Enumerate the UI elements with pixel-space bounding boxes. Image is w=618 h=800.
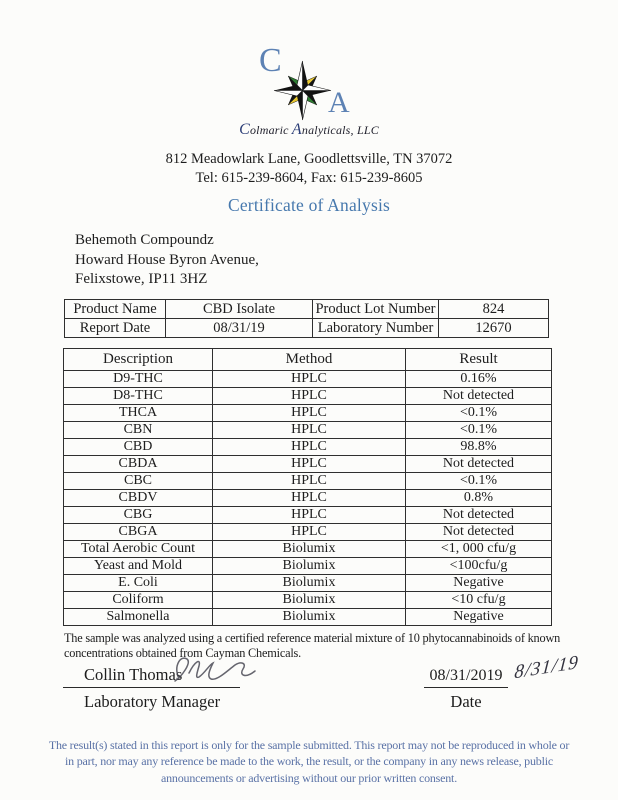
product-name-label: Product Name — [65, 300, 166, 319]
result: Not detected — [406, 524, 552, 541]
result: <0.1% — [406, 422, 552, 439]
lab-phone-fax: Tel: 615-239-8604, Fax: 615-239-8605 — [195, 169, 423, 186]
signature-scribble — [165, 653, 261, 689]
analyte: CBDV — [64, 490, 213, 507]
method: HPLC — [213, 473, 406, 490]
col-header-method: Method — [213, 349, 406, 371]
report-date-label: Report Date — [65, 319, 166, 338]
result: <1, 000 cfu/g — [406, 541, 552, 558]
table-row — [64, 439, 552, 456]
analyte: D8-THC — [64, 388, 213, 405]
logo-letter-c: C — [259, 42, 282, 79]
result: Not detected — [406, 388, 552, 405]
method: HPLC — [213, 456, 406, 473]
client-address-block — [75, 231, 259, 290]
date-handwritten: 8/31/19 — [513, 651, 580, 684]
result: Negative — [406, 609, 552, 626]
method: Biolumix — [213, 575, 406, 592]
analyte: Yeast and Mold — [64, 558, 213, 575]
analyte: CBN — [64, 422, 213, 439]
result: <100cfu/g — [406, 558, 552, 575]
company-name-part1: olmaric — [249, 123, 292, 137]
result: <10 cfu/g — [406, 592, 552, 609]
analyte: THCA — [64, 405, 213, 422]
client-name: Behemoth Compoundz — [75, 232, 214, 248]
disclaimer-text: The result(s) stated in this report is only for the sample submitted. This report may not be reproduced in whole or in part, nor may any reference be made to the work, the result, or the company in any news release, public announcements or advertising without our prior written consent. — [48, 738, 570, 785]
analyte: CBG — [64, 507, 213, 524]
lab-number-value: 12670 — [439, 319, 549, 338]
col-header-result: Result — [406, 349, 552, 371]
table-row — [64, 609, 552, 626]
result: 0.16% — [406, 371, 552, 388]
col-header-description: Description — [64, 349, 213, 371]
date-typed: 08/31/2019 — [429, 667, 503, 684]
method: HPLC — [213, 422, 406, 439]
signer-name: Collin Thomas — [84, 665, 183, 684]
signer-role: Laboratory Manager — [84, 692, 221, 711]
method: Biolumix — [213, 541, 406, 558]
company-name — [0, 121, 618, 139]
report-date-value: 08/31/19 — [166, 319, 313, 338]
table-row — [64, 558, 552, 575]
compass-star-icon — [273, 60, 332, 121]
table-row — [64, 524, 552, 541]
table-row — [64, 422, 552, 439]
table-row — [64, 592, 552, 609]
method: HPLC — [213, 388, 406, 405]
method: Biolumix — [213, 592, 406, 609]
analyte: Coliform — [64, 592, 213, 609]
table-row — [64, 473, 552, 490]
lab-address — [0, 150, 618, 187]
results-table — [63, 348, 552, 626]
product-lot-value: 824 — [439, 300, 549, 319]
analyte: CBC — [64, 473, 213, 490]
product-name-value: CBD Isolate — [166, 300, 313, 319]
client-address-line2: Felixstowe, IP11 3HZ — [75, 271, 208, 287]
table-row — [64, 490, 552, 507]
analyte: CBDA — [64, 456, 213, 473]
date-label: Date — [450, 692, 482, 711]
table-row — [64, 507, 552, 524]
lab-number-label: Laboratory Number — [313, 319, 439, 338]
analyte: D9-THC — [64, 371, 213, 388]
client-address-line1: Howard House Byron Avenue, — [75, 251, 259, 268]
product-info-row — [65, 300, 549, 319]
result: <0.1% — [406, 405, 552, 422]
results-header-row — [64, 349, 552, 371]
company-name-initial-a: A — [291, 121, 302, 138]
result: 98.8% — [406, 439, 552, 456]
lab-address-line1: 812 Meadowlark Lane, Goodlettsville, TN 37072 — [165, 151, 453, 167]
result: 0.8% — [406, 490, 552, 507]
method: HPLC — [213, 507, 406, 524]
company-name-initial-c: C — [239, 121, 250, 138]
method: HPLC — [213, 490, 406, 507]
method: HPLC — [213, 405, 406, 422]
result: <0.1% — [406, 473, 552, 490]
analyte: CBGA — [64, 524, 213, 541]
table-row — [64, 405, 552, 422]
analysis-footnote: The sample was analyzed using a certified reference material mixture of 10 phytocannabinoids of known concentrations obtained from Cayman Chemicals. — [64, 631, 561, 660]
analyte: Total Aerobic Count — [64, 541, 213, 558]
logo-letter-a: A — [328, 86, 350, 119]
method: Biolumix — [213, 558, 406, 575]
product-lot-label: Product Lot Number — [313, 300, 439, 319]
product-info-row — [65, 319, 549, 338]
document-title: Certificate of Analysis — [227, 195, 391, 215]
product-info-table — [64, 299, 549, 338]
analyte: E. Coli — [64, 575, 213, 592]
date-line — [424, 651, 580, 688]
company-name-part2: nalyticals, LLC — [301, 123, 379, 137]
table-row — [64, 575, 552, 592]
result: Not detected — [406, 507, 552, 524]
signature-line — [63, 657, 240, 688]
analyte: CBD — [64, 439, 213, 456]
result: Negative — [406, 575, 552, 592]
method: Biolumix — [213, 609, 406, 626]
method: HPLC — [213, 371, 406, 388]
table-row — [64, 456, 552, 473]
analyte: Salmonella — [64, 609, 213, 626]
table-row — [64, 371, 552, 388]
result: Not detected — [406, 456, 552, 473]
method: HPLC — [213, 524, 406, 541]
method: HPLC — [213, 439, 406, 456]
table-row — [64, 388, 552, 405]
table-row — [64, 541, 552, 558]
